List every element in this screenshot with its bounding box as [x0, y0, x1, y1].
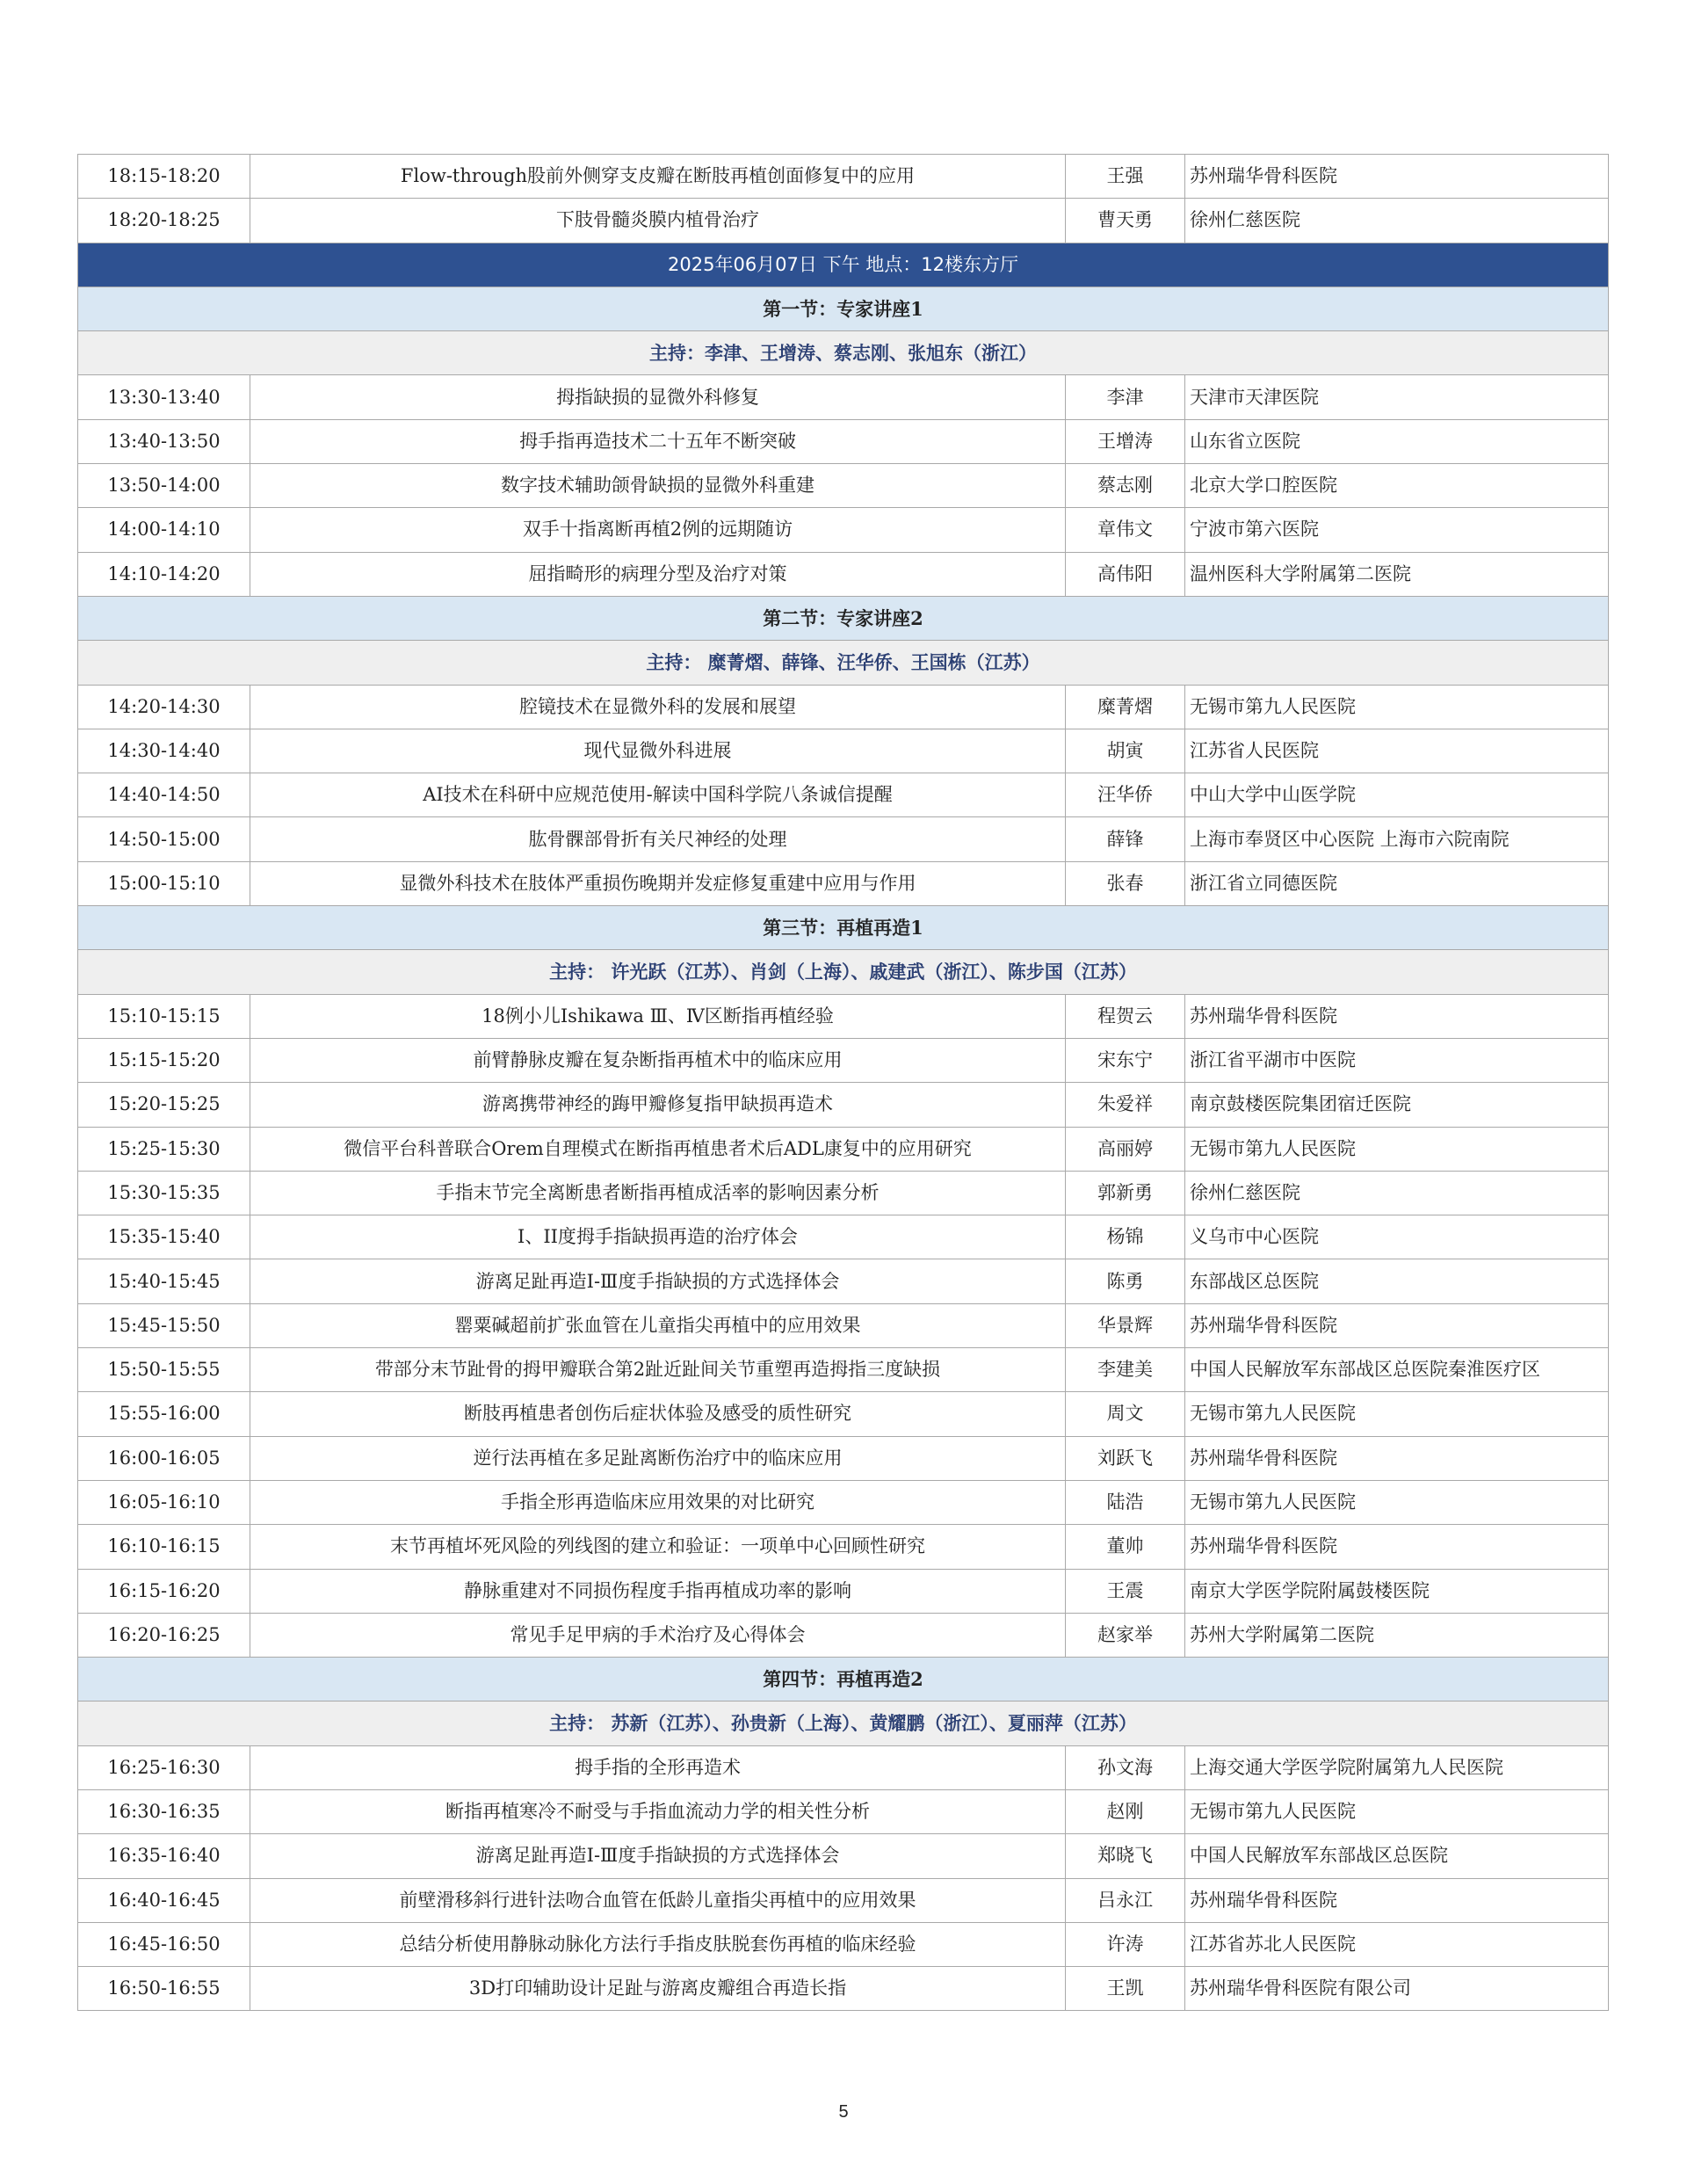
chairs-text: 主持： 糜菁熠、薛锋、汪华侨、王国栋（江苏） — [78, 641, 1609, 685]
speaker-cell: 赵家举 — [1066, 1613, 1185, 1657]
hospital-cell: 苏州瑞华骨科医院 — [1185, 1436, 1609, 1480]
talk-row — [78, 1348, 1609, 1392]
hospital-cell: 北京大学口腔医院 — [1185, 464, 1609, 508]
hospital-cell: 浙江省平湖市中医院 — [1185, 1038, 1609, 1082]
date-location-text: 2025年06月07日 下午 地点：12楼东方厅 — [78, 243, 1609, 287]
speaker-cell: 高伟阳 — [1066, 552, 1185, 596]
section-title: 第一节：专家讲座1 — [78, 287, 1609, 330]
time-cell: 14:30-14:40 — [78, 729, 250, 773]
time-cell: 18:20-18:25 — [78, 199, 250, 243]
hospital-cell: 苏州大学附属第二医院 — [1185, 1613, 1609, 1657]
talk-row — [78, 375, 1609, 419]
time-cell: 16:05-16:10 — [78, 1480, 250, 1524]
time-cell: 16:00-16:05 — [78, 1436, 250, 1480]
speaker-cell: 程贺云 — [1066, 994, 1185, 1038]
title-cell: 前臂静脉皮瓣在复杂断指再植术中的临床应用 — [250, 1038, 1066, 1082]
talk-row — [78, 1436, 1609, 1480]
chair-row — [78, 950, 1609, 994]
speaker-cell: 蔡志刚 — [1066, 464, 1185, 508]
time-cell: 16:35-16:40 — [78, 1834, 250, 1878]
talk-row — [78, 729, 1609, 773]
time-cell: 15:10-15:15 — [78, 994, 250, 1038]
chair-row — [78, 331, 1609, 375]
schedule-table — [77, 154, 1609, 2011]
hospital-cell: 无锡市第九人民医院 — [1185, 1480, 1609, 1524]
speaker-cell: 章伟文 — [1066, 508, 1185, 552]
time-cell: 13:50-14:00 — [78, 464, 250, 508]
hospital-cell: 无锡市第九人民医院 — [1185, 1392, 1609, 1436]
hospital-cell: 东部战区总医院 — [1185, 1259, 1609, 1303]
hospital-cell: 中国人民解放军东部战区总医院秦淮医疗区 — [1185, 1348, 1609, 1392]
hospital-cell: 江苏省苏北人民医院 — [1185, 1922, 1609, 1966]
speaker-cell: 陆浩 — [1066, 1480, 1185, 1524]
hospital-cell: 江苏省人民医院 — [1185, 729, 1609, 773]
time-cell: 18:15-18:20 — [78, 155, 250, 199]
title-cell: 微信平台科普联合Orem自理模式在断指再植患者术后ADL康复中的应用研究 — [250, 1127, 1066, 1171]
talk-row — [78, 1303, 1609, 1347]
hospital-cell: 无锡市第九人民医院 — [1185, 1127, 1609, 1171]
hospital-cell: 徐州仁慈医院 — [1185, 199, 1609, 243]
talk-row — [78, 1480, 1609, 1524]
time-cell: 16:10-16:15 — [78, 1525, 250, 1569]
section-title: 第三节：再植再造1 — [78, 906, 1609, 950]
speaker-cell: 吕永江 — [1066, 1878, 1185, 1922]
section-title-row — [78, 287, 1609, 330]
hospital-cell: 中山大学中山医学院 — [1185, 773, 1609, 817]
title-cell: 拇指缺损的显微外科修复 — [250, 375, 1066, 419]
hospital-cell: 南京鼓楼医院集团宿迁医院 — [1185, 1083, 1609, 1127]
hospital-cell: 徐州仁慈医院 — [1185, 1171, 1609, 1215]
hospital-cell: 苏州瑞华骨科医院有限公司 — [1185, 1967, 1609, 2011]
date-header-row — [78, 243, 1609, 287]
talk-row — [78, 199, 1609, 243]
chairs-text: 主持： 苏新（江苏）、孙贵新（上海）、黄耀鹏（浙江）、夏丽萍（江苏） — [78, 1701, 1609, 1745]
speaker-cell: 李津 — [1066, 375, 1185, 419]
hospital-cell: 苏州瑞华骨科医院 — [1185, 994, 1609, 1038]
title-cell: 总结分析使用静脉动脉化方法行手指皮肤脱套伤再植的临床经验 — [250, 1922, 1066, 1966]
time-cell: 16:15-16:20 — [78, 1569, 250, 1613]
title-cell: 前壁滑移斜行进针法吻合血管在低龄儿童指尖再植中的应用效果 — [250, 1878, 1066, 1922]
title-cell: 肱骨髁部骨折有关尺神经的处理 — [250, 817, 1066, 861]
time-cell: 15:40-15:45 — [78, 1259, 250, 1303]
title-cell: Flow-through股前外侧穿支皮瓣在断肢再植创面修复中的应用 — [250, 155, 1066, 199]
title-cell: 双手十指离断再植2例的远期随访 — [250, 508, 1066, 552]
hospital-cell: 无锡市第九人民医院 — [1185, 685, 1609, 729]
time-cell: 15:15-15:20 — [78, 1038, 250, 1082]
speaker-cell: 宋东宁 — [1066, 1038, 1185, 1082]
speaker-cell: 华景辉 — [1066, 1303, 1185, 1347]
speaker-cell: 王震 — [1066, 1569, 1185, 1613]
schedule-body — [78, 155, 1609, 2011]
time-cell: 15:30-15:35 — [78, 1171, 250, 1215]
title-cell: 末节再植坏死风险的列线图的建立和验证：一项单中心回顾性研究 — [250, 1525, 1066, 1569]
talk-row — [78, 1392, 1609, 1436]
time-cell: 15:20-15:25 — [78, 1083, 250, 1127]
title-cell: 手指全形再造临床应用效果的对比研究 — [250, 1480, 1066, 1524]
title-cell: 拇手指的全形再造术 — [250, 1745, 1066, 1789]
hospital-cell: 上海交通大学医学院附属第九人民医院 — [1185, 1745, 1609, 1789]
speaker-cell: 陈勇 — [1066, 1259, 1185, 1303]
talk-row — [78, 1215, 1609, 1259]
hospital-cell: 浙江省立同德医院 — [1185, 861, 1609, 905]
hospital-cell: 中国人民解放军东部战区总医院 — [1185, 1834, 1609, 1878]
time-cell: 16:30-16:35 — [78, 1789, 250, 1833]
hospital-cell: 苏州瑞华骨科医院 — [1185, 1303, 1609, 1347]
talk-row — [78, 1259, 1609, 1303]
time-cell: 15:50-15:55 — [78, 1348, 250, 1392]
section-title-row — [78, 596, 1609, 640]
section-title: 第四节：再植再造2 — [78, 1658, 1609, 1701]
speaker-cell: 曹天勇 — [1066, 199, 1185, 243]
title-cell: 屈指畸形的病理分型及治疗对策 — [250, 552, 1066, 596]
chair-row — [78, 1701, 1609, 1745]
talk-row — [78, 464, 1609, 508]
chairs-text: 主持：李津、王增涛、蔡志刚、张旭东（浙江） — [78, 331, 1609, 375]
time-cell: 15:45-15:50 — [78, 1303, 250, 1347]
speaker-cell: 朱爱祥 — [1066, 1083, 1185, 1127]
speaker-cell: 薛锋 — [1066, 817, 1185, 861]
hospital-cell: 天津市天津医院 — [1185, 375, 1609, 419]
speaker-cell: 王凯 — [1066, 1967, 1185, 2011]
talk-row — [78, 773, 1609, 817]
title-cell: 断肢再植患者创伤后症状体验及感受的质性研究 — [250, 1392, 1066, 1436]
title-cell: 罂粟碱超前扩张血管在儿童指尖再植中的应用效果 — [250, 1303, 1066, 1347]
talk-row — [78, 1038, 1609, 1082]
talk-row — [78, 508, 1609, 552]
title-cell: 逆行法再植在多足趾离断伤治疗中的临床应用 — [250, 1436, 1066, 1480]
speaker-cell: 李建美 — [1066, 1348, 1185, 1392]
time-cell: 14:00-14:10 — [78, 508, 250, 552]
talk-row — [78, 861, 1609, 905]
speaker-cell: 周文 — [1066, 1392, 1185, 1436]
speaker-cell: 糜菁熠 — [1066, 685, 1185, 729]
time-cell: 13:30-13:40 — [78, 375, 250, 419]
title-cell: 腔镜技术在显微外科的发展和展望 — [250, 685, 1066, 729]
section-title-row — [78, 1658, 1609, 1701]
speaker-cell: 董帅 — [1066, 1525, 1185, 1569]
talk-row — [78, 1745, 1609, 1789]
speaker-cell: 高丽婷 — [1066, 1127, 1185, 1171]
title-cell: 游离携带神经的踇甲瓣修复指甲缺损再造术 — [250, 1083, 1066, 1127]
time-cell: 16:25-16:30 — [78, 1745, 250, 1789]
talk-row — [78, 1171, 1609, 1215]
speaker-cell: 郑晓飞 — [1066, 1834, 1185, 1878]
title-cell: 手指末节完全离断患者断指再植成活率的影响因素分析 — [250, 1171, 1066, 1215]
speaker-cell: 杨锦 — [1066, 1215, 1185, 1259]
title-cell: 3D打印辅助设计足趾与游离皮瓣组合再造长指 — [250, 1967, 1066, 2011]
hospital-cell: 苏州瑞华骨科医院 — [1185, 1878, 1609, 1922]
title-cell: 18例小儿Ishikawa Ⅲ、Ⅳ区断指再植经验 — [250, 994, 1066, 1038]
hospital-cell: 苏州瑞华骨科医院 — [1185, 155, 1609, 199]
title-cell: AI技术在科研中应规范使用-解读中国科学院八条诚信提醒 — [250, 773, 1066, 817]
time-cell: 15:25-15:30 — [78, 1127, 250, 1171]
talk-row — [78, 1127, 1609, 1171]
time-cell: 14:50-15:00 — [78, 817, 250, 861]
chair-row — [78, 641, 1609, 685]
speaker-cell: 赵刚 — [1066, 1789, 1185, 1833]
time-cell: 16:20-16:25 — [78, 1613, 250, 1657]
section-title-row — [78, 906, 1609, 950]
talk-row — [78, 1878, 1609, 1922]
hospital-cell: 上海市奉贤区中心医院 上海市六院南院 — [1185, 817, 1609, 861]
title-cell: 游离足趾再造Ⅰ-Ⅲ度手指缺损的方式选择体会 — [250, 1834, 1066, 1878]
hospital-cell: 无锡市第九人民医院 — [1185, 1789, 1609, 1833]
time-cell: 16:40-16:45 — [78, 1878, 250, 1922]
talk-row — [78, 1569, 1609, 1613]
talk-row — [78, 1967, 1609, 2011]
talk-row — [78, 817, 1609, 861]
speaker-cell: 王增涛 — [1066, 419, 1185, 463]
speaker-cell: 许涛 — [1066, 1922, 1185, 1966]
time-cell: 14:40-14:50 — [78, 773, 250, 817]
speaker-cell: 郭新勇 — [1066, 1171, 1185, 1215]
speaker-cell: 刘跃飞 — [1066, 1436, 1185, 1480]
talk-row — [78, 1613, 1609, 1657]
time-cell: 16:50-16:55 — [78, 1967, 250, 2011]
title-cell: 带部分末节趾骨的拇甲瓣联合第2趾近趾间关节重塑再造拇指三度缺损 — [250, 1348, 1066, 1392]
title-cell: 游离足趾再造Ⅰ-Ⅲ度手指缺损的方式选择体会 — [250, 1259, 1066, 1303]
hospital-cell: 山东省立医院 — [1185, 419, 1609, 463]
talk-row — [78, 1922, 1609, 1966]
speaker-cell: 汪华侨 — [1066, 773, 1185, 817]
speaker-cell: 张春 — [1066, 861, 1185, 905]
chairs-text: 主持： 许光跃（江苏）、肖剑（上海）、戚建武（浙江）、陈步国（江苏） — [78, 950, 1609, 994]
title-cell: 拇手指再造技术二十五年不断突破 — [250, 419, 1066, 463]
title-cell: I、II度拇手指缺损再造的治疗体会 — [250, 1215, 1066, 1259]
time-cell: 14:20-14:30 — [78, 685, 250, 729]
page-number: 5 — [838, 2102, 849, 2122]
time-cell: 15:55-16:00 — [78, 1392, 250, 1436]
hospital-cell: 南京大学医学院附属鼓楼医院 — [1185, 1569, 1609, 1613]
time-cell: 15:35-15:40 — [78, 1215, 250, 1259]
talk-row — [78, 552, 1609, 596]
hospital-cell: 温州医科大学附属第二医院 — [1185, 552, 1609, 596]
title-cell: 断指再植寒冷不耐受与手指血流动力学的相关性分析 — [250, 1789, 1066, 1833]
hospital-cell: 义乌市中心医院 — [1185, 1215, 1609, 1259]
title-cell: 数字技术辅助颌骨缺损的显微外科重建 — [250, 464, 1066, 508]
talk-row — [78, 1789, 1609, 1833]
speaker-cell: 孙文海 — [1066, 1745, 1185, 1789]
section-title: 第二节：专家讲座2 — [78, 596, 1609, 640]
talk-row — [78, 419, 1609, 463]
time-cell: 16:45-16:50 — [78, 1922, 250, 1966]
talk-row — [78, 1083, 1609, 1127]
hospital-cell: 苏州瑞华骨科医院 — [1185, 1525, 1609, 1569]
time-cell: 13:40-13:50 — [78, 419, 250, 463]
time-cell: 14:10-14:20 — [78, 552, 250, 596]
talk-row — [78, 155, 1609, 199]
hospital-cell: 宁波市第六医院 — [1185, 508, 1609, 552]
title-cell: 现代显微外科进展 — [250, 729, 1066, 773]
talk-row — [78, 685, 1609, 729]
talk-row — [78, 1834, 1609, 1878]
speaker-cell: 胡寅 — [1066, 729, 1185, 773]
title-cell: 常见手足甲病的手术治疗及心得体会 — [250, 1613, 1066, 1657]
title-cell: 显微外科技术在肢体严重损伤晚期并发症修复重建中应用与作用 — [250, 861, 1066, 905]
title-cell: 下肢骨髓炎膜内植骨治疗 — [250, 199, 1066, 243]
talk-row — [78, 1525, 1609, 1569]
speaker-cell: 王强 — [1066, 155, 1185, 199]
time-cell: 15:00-15:10 — [78, 861, 250, 905]
talk-row — [78, 994, 1609, 1038]
title-cell: 静脉重建对不同损伤程度手指再植成功率的影响 — [250, 1569, 1066, 1613]
